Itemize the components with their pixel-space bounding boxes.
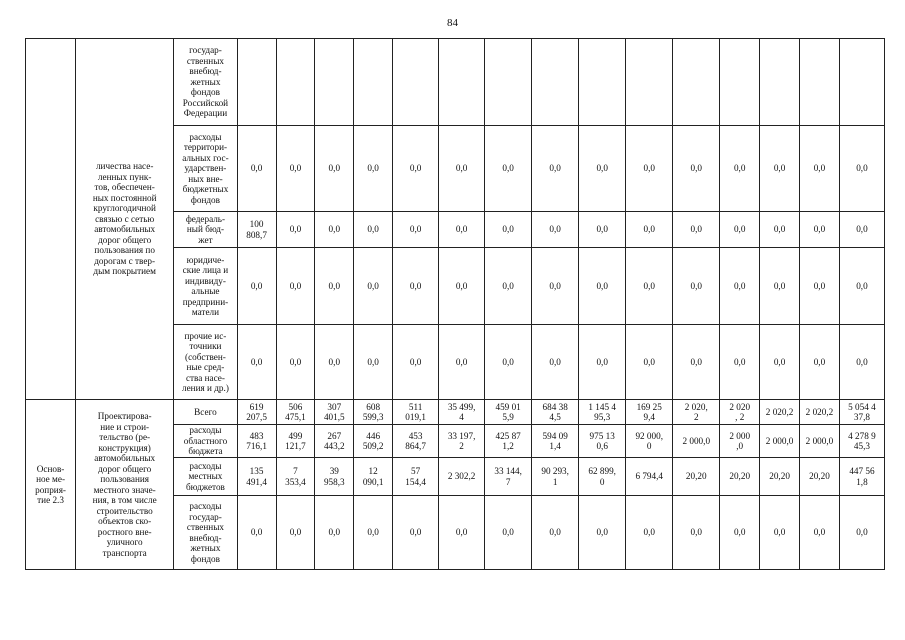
value-cell: 619 207,5 — [237, 400, 276, 425]
value-cell: 0,0 — [673, 212, 720, 248]
value-cell: 0,0 — [720, 325, 760, 400]
value-cell: 0,0 — [760, 325, 800, 400]
value-cell: 0,0 — [839, 212, 884, 248]
value-cell: 135 491,4 — [237, 458, 276, 496]
value-cell: 0,0 — [315, 126, 354, 212]
value-cell: 0,0 — [439, 126, 485, 212]
value-cell: 425 87 1,2 — [485, 425, 532, 458]
funding-source: Всего — [174, 400, 237, 425]
value-cell — [673, 39, 720, 126]
value-cell: 169 25 9,4 — [626, 400, 673, 425]
value-cell: 0,0 — [720, 496, 760, 570]
measure-cell — [26, 39, 76, 400]
value-cell: 0,0 — [276, 496, 315, 570]
value-cell — [315, 39, 354, 126]
measure-title: Основ- ное ме- роприя- тие 2.3 — [26, 400, 76, 570]
value-cell: 0,0 — [485, 496, 532, 570]
funding-source: федераль- ный бюд- жет — [174, 212, 237, 248]
value-cell: 0,0 — [354, 496, 393, 570]
value-cell: 594 09 1,4 — [532, 425, 579, 458]
value-cell: 0,0 — [439, 325, 485, 400]
value-cell: 7 353,4 — [276, 458, 315, 496]
value-cell: 6 794,4 — [626, 458, 673, 496]
value-cell: 0,0 — [315, 212, 354, 248]
value-cell: 0,0 — [439, 212, 485, 248]
value-cell — [276, 39, 315, 126]
value-cell: 2 000,0 — [760, 425, 800, 458]
value-cell: 447 56 1,8 — [839, 458, 884, 496]
value-cell: 0,0 — [626, 248, 673, 325]
value-cell: 20,20 — [800, 458, 840, 496]
value-cell: 608 599,3 — [354, 400, 393, 425]
value-cell: 307 401,5 — [315, 400, 354, 425]
value-cell: 0,0 — [354, 126, 393, 212]
value-cell: 975 13 0,6 — [579, 425, 626, 458]
value-cell: 0,0 — [485, 325, 532, 400]
value-cell: 0,0 — [237, 126, 276, 212]
table-row — [26, 400, 885, 425]
value-cell: 0,0 — [579, 248, 626, 325]
value-cell: 0,0 — [839, 126, 884, 212]
value-cell: 0,0 — [760, 496, 800, 570]
value-cell: 33 144, 7 — [485, 458, 532, 496]
value-cell — [579, 39, 626, 126]
value-cell: 0,0 — [626, 496, 673, 570]
value-cell: 0,0 — [800, 248, 840, 325]
value-cell: 0,0 — [237, 248, 276, 325]
value-cell: 0,0 — [485, 248, 532, 325]
value-cell: 0,0 — [532, 496, 579, 570]
value-cell: 0,0 — [532, 248, 579, 325]
value-cell: 0,0 — [439, 248, 485, 325]
value-cell: 0,0 — [315, 248, 354, 325]
value-cell: 0,0 — [393, 325, 439, 400]
value-cell: 483 716,1 — [237, 425, 276, 458]
funding-source: расходы территори- альных гос- ударствен- ных вне- бюджетных фондов — [174, 126, 237, 212]
value-cell: 267 443,2 — [315, 425, 354, 458]
value-cell: 0,0 — [393, 126, 439, 212]
value-cell — [760, 39, 800, 126]
value-cell: 39 958,3 — [315, 458, 354, 496]
value-cell: 0,0 — [485, 212, 532, 248]
value-cell: 0,0 — [276, 325, 315, 400]
value-cell: 0,0 — [626, 325, 673, 400]
value-cell: 446 509,2 — [354, 425, 393, 458]
value-cell: 0,0 — [354, 212, 393, 248]
measure-description: личества насе- ленных пунк- тов, обеспечен- ных постоянной круглогодичной связью с сетью автомобильных дорог общего пользования по дорогам с твер- дым покрытием — [76, 39, 174, 400]
value-cell: 12 090,1 — [354, 458, 393, 496]
funding-source: расходы государ- ственных внебюд- жетных фондов — [174, 496, 237, 570]
measure-description: Проектирова- ние и строи- тельство (ре- конструкция) автомобильных дорог общего пользования местного значе- ния, в том числе строительство объектов ско- ростного вне- уличного транспорта — [76, 400, 174, 570]
value-cell — [626, 39, 673, 126]
value-cell — [800, 39, 840, 126]
value-cell: 2 020, 2 — [673, 400, 720, 425]
value-cell: 506 475,1 — [276, 400, 315, 425]
value-cell: 0,0 — [720, 212, 760, 248]
value-cell: 511 019,1 — [393, 400, 439, 425]
value-cell: 5 054 4 37,8 — [839, 400, 884, 425]
value-cell: 0,0 — [760, 126, 800, 212]
value-cell: 2 020,2 — [760, 400, 800, 425]
value-cell: 0,0 — [579, 212, 626, 248]
value-cell: 0,0 — [673, 248, 720, 325]
value-cell: 0,0 — [839, 248, 884, 325]
funding-source: расходы местных бюджетов — [174, 458, 237, 496]
funding-source: юридиче- ские лица и индивиду- альные предприни- матели — [174, 248, 237, 325]
value-cell: 0,0 — [393, 248, 439, 325]
value-cell: 0,0 — [354, 248, 393, 325]
funding-source: прочие ис- точники (собствен- ные сред- ства насе- ления и др.) — [174, 325, 237, 400]
value-cell: 2 020 , 2 — [720, 400, 760, 425]
value-cell: 57 154,4 — [393, 458, 439, 496]
value-cell: 0,0 — [760, 248, 800, 325]
value-cell: 0,0 — [579, 325, 626, 400]
value-cell: 0,0 — [354, 325, 393, 400]
value-cell: 0,0 — [720, 126, 760, 212]
value-cell — [354, 39, 393, 126]
value-cell: 0,0 — [800, 325, 840, 400]
value-cell: 90 293, 1 — [532, 458, 579, 496]
value-cell: 0,0 — [315, 325, 354, 400]
value-cell: 2 000,0 — [800, 425, 840, 458]
value-cell: 0,0 — [315, 496, 354, 570]
value-cell: 1 145 4 95,3 — [579, 400, 626, 425]
value-cell: 0,0 — [673, 126, 720, 212]
value-cell: 0,0 — [439, 496, 485, 570]
value-cell: 459 01 5,9 — [485, 400, 532, 425]
value-cell: 2 000 ,0 — [720, 425, 760, 458]
value-cell: 0,0 — [237, 325, 276, 400]
value-cell: 0,0 — [276, 248, 315, 325]
value-cell: 0,0 — [532, 126, 579, 212]
value-cell: 0,0 — [393, 212, 439, 248]
value-cell: 2 020,2 — [800, 400, 840, 425]
value-cell: 0,0 — [485, 126, 532, 212]
funding-source: государ- ственных внебюд- жетных фондов Российской Федерации — [174, 39, 237, 126]
value-cell: 33 197, 2 — [439, 425, 485, 458]
value-cell: 0,0 — [626, 126, 673, 212]
value-cell: 0,0 — [673, 496, 720, 570]
value-cell: 0,0 — [839, 496, 884, 570]
value-cell: 0,0 — [673, 325, 720, 400]
value-cell: 0,0 — [532, 212, 579, 248]
value-cell: 0,0 — [276, 126, 315, 212]
value-cell: 92 000, 0 — [626, 425, 673, 458]
value-cell: 0,0 — [800, 212, 840, 248]
value-cell: 20,20 — [760, 458, 800, 496]
value-cell: 20,20 — [673, 458, 720, 496]
value-cell — [720, 39, 760, 126]
value-cell: 62 899, 0 — [579, 458, 626, 496]
value-cell: 0,0 — [760, 212, 800, 248]
value-cell — [485, 39, 532, 126]
value-cell: 2 000,0 — [673, 425, 720, 458]
value-cell: 0,0 — [626, 212, 673, 248]
value-cell — [839, 39, 884, 126]
value-cell: 0,0 — [579, 126, 626, 212]
value-cell: 100 808,7 — [237, 212, 276, 248]
value-cell — [237, 39, 276, 126]
value-cell — [439, 39, 485, 126]
value-cell: 0,0 — [237, 496, 276, 570]
value-cell: 2 302,2 — [439, 458, 485, 496]
value-cell: 35 499, 4 — [439, 400, 485, 425]
table-row — [26, 39, 885, 126]
value-cell: 4 278 9 45,3 — [839, 425, 884, 458]
value-cell: 0,0 — [579, 496, 626, 570]
value-cell: 0,0 — [839, 325, 884, 400]
value-cell — [532, 39, 579, 126]
value-cell: 684 38 4,5 — [532, 400, 579, 425]
funding-source: расходы областного бюджета — [174, 425, 237, 458]
page-number: 84 — [447, 17, 458, 29]
budget-table — [25, 38, 885, 570]
value-cell: 20,20 — [720, 458, 760, 496]
value-cell: 453 864,7 — [393, 425, 439, 458]
value-cell: 0,0 — [800, 126, 840, 212]
value-cell: 0,0 — [276, 212, 315, 248]
value-cell: 0,0 — [720, 248, 760, 325]
value-cell: 0,0 — [800, 496, 840, 570]
value-cell: 499 121,7 — [276, 425, 315, 458]
value-cell: 0,0 — [393, 496, 439, 570]
value-cell: 0,0 — [532, 325, 579, 400]
value-cell — [393, 39, 439, 126]
